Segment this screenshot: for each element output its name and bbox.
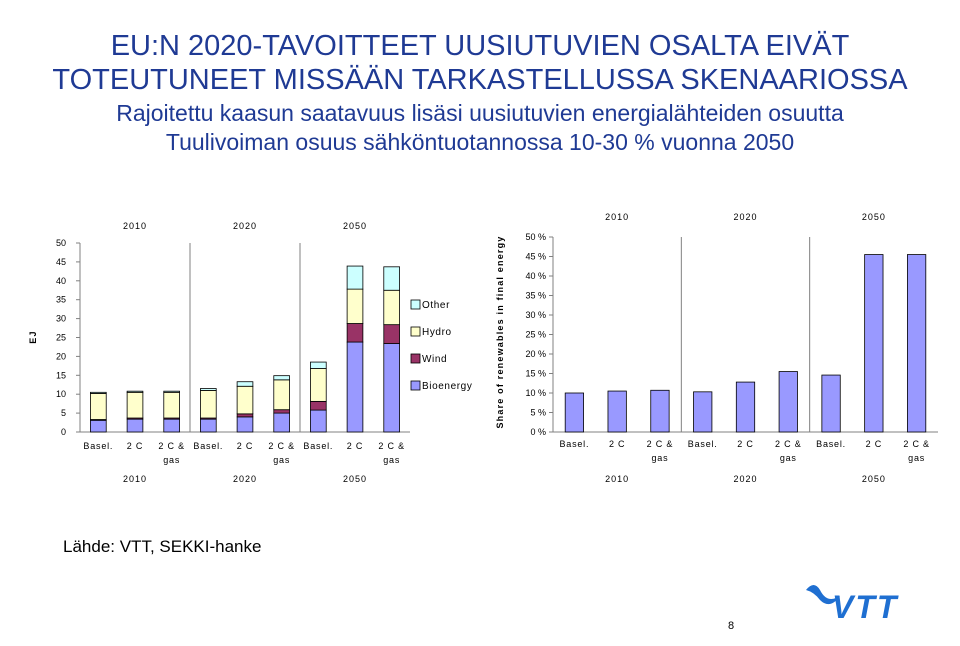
y-tick-label: 50 (55, 238, 66, 248)
y-tick-label: 0 % (530, 427, 546, 437)
group-label-bottom: 2050 (342, 474, 368, 484)
legend-label-hydro: Hydro (422, 327, 452, 338)
legend-label-other: Other (422, 300, 451, 311)
x-category-label: gas (908, 453, 926, 463)
y-tick-label: 10 % (525, 388, 546, 398)
bar-share-of-renewables (865, 255, 883, 432)
group-label-bottom: 2020 (733, 474, 758, 484)
x-category-label: 2 C & (268, 441, 295, 451)
x-category-label: Basel. (303, 441, 334, 451)
bar-hydro (164, 392, 180, 418)
x-category-label: Basel. (816, 439, 846, 449)
x-category-label: gas (383, 455, 401, 465)
bar-wind (310, 401, 326, 410)
x-category-label: gas (651, 453, 669, 463)
y-tick-label: 35 % (525, 290, 546, 301)
x-category-label: 2 C & (378, 441, 405, 451)
y-axis-label: EJ (28, 330, 38, 344)
y-tick-label: 5 (60, 408, 66, 419)
group-label-top: 2010 (605, 212, 630, 222)
slide-title-line-2: TOTEUTUNEET MISSÄÄN TARKASTELLUSSA SKENAARIOSSA (52, 64, 908, 96)
y-tick-label: 45 % (525, 251, 546, 262)
y-tick-label: 35 (55, 294, 66, 305)
x-category-label: 2 C (737, 439, 754, 449)
x-category-label: 2 C (608, 439, 626, 449)
bar-hydro (90, 393, 106, 419)
x-category-label: 2 C & (903, 439, 930, 449)
legend-swatch-bioenergy (411, 381, 420, 390)
bar-share-of-renewables (694, 392, 712, 432)
bar-hydro (384, 290, 400, 324)
group-label-top: 2050 (861, 212, 886, 222)
y-tick-label: 10 (55, 389, 66, 400)
x-category-label: 2 C & (775, 439, 802, 449)
group-label-bottom: 2050 (861, 474, 886, 484)
bar-other (274, 376, 290, 380)
vtt-logo (802, 576, 920, 622)
bar-bioenergy (200, 419, 216, 432)
y-tick-label: 0 (60, 427, 66, 437)
charts-area (20, 200, 960, 495)
x-category-label: Basel. (687, 439, 718, 449)
y-tick-label: 30 % (525, 310, 546, 320)
bar-other (347, 266, 363, 289)
source-note: Lähde: VTT, SEKKI-hanke (63, 537, 262, 556)
group-label-top: 2010 (122, 221, 148, 231)
slide-subtitle-line-1: Rajoitettu kaasun saatavuus lisäsi uusiutuvien energialähteiden osuutta (116, 100, 844, 126)
y-tick-label: 30 (55, 313, 66, 324)
bar-bioenergy (310, 410, 326, 432)
bar-other (384, 267, 400, 290)
y-tick-label: 15 % (525, 368, 546, 379)
y-tick-label: 5 % (530, 407, 546, 418)
x-category-label: gas (779, 453, 797, 463)
y-tick-label: 45 (55, 256, 66, 267)
y-axis-label: Share of renewables in final energy (495, 235, 505, 429)
group-label-top: 2020 (232, 221, 258, 231)
group-label-bottom: 2020 (232, 474, 258, 484)
renewables-share-bar-chart (495, 212, 938, 484)
group-label-bottom: 2010 (605, 474, 630, 484)
bar-share-of-renewables (608, 391, 626, 432)
legend-swatch-hydro (411, 327, 420, 336)
bar-hydro (200, 390, 216, 418)
legend-swatch-wind (411, 354, 420, 363)
bar-other (237, 382, 253, 387)
bar-bioenergy (164, 419, 180, 432)
bar-wind (347, 324, 363, 343)
x-category-label: Basel. (559, 439, 590, 449)
bar-bioenergy (274, 413, 290, 432)
energy-stacked-bar-chart (28, 221, 476, 484)
y-tick-label: 15 (55, 370, 66, 381)
bar-share-of-renewables (565, 393, 583, 432)
bar-bioenergy (90, 420, 106, 432)
y-tick-label: 20 % (525, 349, 546, 359)
legend-label-bioenergy: Bioenergy (422, 381, 473, 392)
bar-hydro (127, 392, 143, 418)
bar-bioenergy (237, 417, 253, 432)
bar-wind (237, 414, 253, 417)
legend-label-wind: Wind (422, 354, 448, 365)
group-label-bottom: 2010 (122, 474, 148, 484)
x-category-label: Basel. (83, 441, 114, 451)
bar-bioenergy (127, 419, 143, 432)
bar-hydro (237, 386, 253, 414)
y-tick-label: 40 (55, 275, 66, 286)
x-category-label: 2 C (126, 441, 144, 451)
x-category-label: 2 C (865, 439, 883, 449)
bar-share-of-renewables (736, 382, 754, 432)
y-tick-label: 25 % (525, 329, 546, 340)
x-category-label: Basel. (193, 441, 224, 451)
slide-subtitle-line-2: Tuulivoiman osuus sähköntuotannossa 10-30 % vuonna 2050 (165, 129, 795, 155)
bar-bioenergy (347, 342, 363, 432)
bar-other (127, 391, 143, 392)
x-category-label: gas (163, 455, 181, 465)
bar-other (90, 392, 106, 393)
y-tick-label: 25 (55, 332, 66, 343)
group-label-top: 2020 (733, 212, 758, 222)
bar-wind (274, 410, 290, 413)
bar-other (200, 389, 216, 391)
bar-hydro (347, 289, 363, 323)
y-tick-label: 50 % (525, 232, 546, 242)
bar-hydro (310, 368, 326, 401)
bar-hydro (274, 380, 290, 410)
legend-swatch-other (411, 300, 420, 309)
y-tick-label: 40 % (525, 271, 546, 281)
bar-other (164, 391, 180, 392)
bar-share-of-renewables (779, 372, 797, 432)
bar-share-of-renewables (651, 390, 669, 432)
x-category-label: 2 C (346, 441, 364, 451)
bar-share-of-renewables (907, 255, 925, 432)
page-number: 8 (728, 620, 735, 632)
logo-wordmark: VTT (832, 589, 899, 622)
x-category-label: 2 C & (646, 439, 674, 449)
y-tick-label: 20 (55, 351, 66, 362)
bar-share-of-renewables (822, 375, 840, 432)
slide-title-line-1: EU:N 2020-TAVOITTEET UUSIUTUVIEN OSALTA EIVÄT (110, 30, 850, 62)
x-category-label: gas (273, 455, 291, 465)
x-category-label: 2 C & (158, 441, 185, 451)
bar-other (310, 362, 326, 368)
group-label-top: 2050 (342, 221, 368, 231)
x-category-label: 2 C (236, 441, 254, 451)
bar-bioenergy (384, 344, 400, 432)
bar-wind (384, 325, 400, 344)
